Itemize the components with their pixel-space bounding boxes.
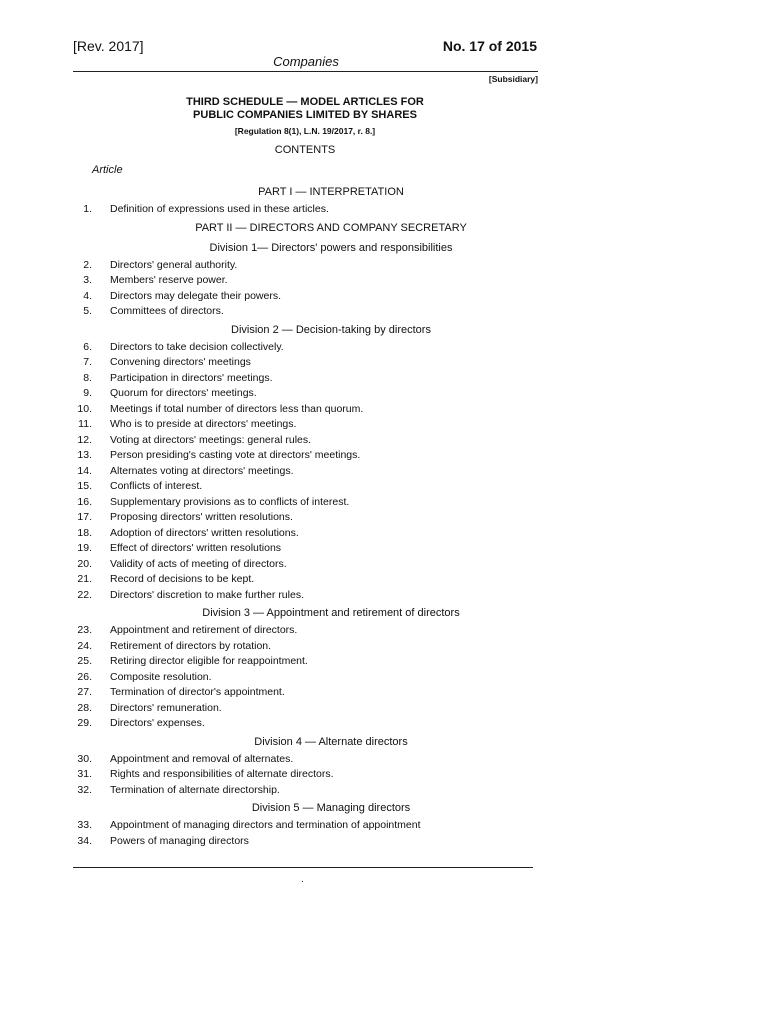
- toc-item-text: Appointment and retirement of directors.: [110, 624, 298, 636]
- header-rule: [73, 71, 538, 72]
- toc-item: [0, 495, 612, 511]
- toc-item-number: 1.: [83, 203, 92, 215]
- toc-item-text: Effect of directors' written resolutions: [110, 542, 282, 554]
- toc-item-number: 4.: [83, 289, 92, 302]
- toc-item-number: 13.: [77, 449, 92, 461]
- toc-item-number: 25.: [77, 655, 92, 667]
- toc-item-number: 28.: [77, 701, 92, 714]
- schedule-title-line-1: THIRD SCHEDULE — MODEL ARTICLES FOR: [186, 96, 424, 108]
- toc-item: [0, 202, 612, 218]
- toc-item-number: 5.: [83, 305, 92, 317]
- toc-item-text: Committees of directors.: [110, 305, 224, 317]
- toc-item: [0, 654, 612, 670]
- toc-item-number: 20.: [77, 557, 92, 570]
- toc-item-number: 9.: [83, 387, 92, 399]
- toc-item: [0, 289, 612, 305]
- toc-item-text: Termination of director's appointment.: [110, 686, 285, 698]
- toc-item-text: Convening directors' meetings: [110, 356, 251, 368]
- toc-item: [0, 464, 612, 480]
- schedule-title-line-2: PUBLIC COMPANIES LIMITED BY SHARES: [193, 109, 417, 121]
- toc-item-text: Alternates voting at directors' meetings.: [110, 464, 294, 477]
- toc-item-text: Quorum for directors' meetings.: [110, 387, 257, 399]
- toc-item: [0, 557, 612, 573]
- toc-item-text: Record of decisions to be kept.: [110, 573, 255, 585]
- act-number: No. 17 of 2015: [442, 38, 537, 54]
- toc-item: [0, 355, 612, 371]
- toc-section-heading: Division 5 — Managing directors: [251, 802, 411, 814]
- toc-item-text: Members' reserve power.: [110, 274, 228, 286]
- toc-item: [0, 834, 612, 850]
- toc-item: [0, 783, 612, 799]
- toc-item-text: Appointment and removal of alternates.: [110, 752, 294, 765]
- footer-mark: .: [301, 874, 304, 885]
- toc-item-text: Meetings if total number of directors less than quorum.: [110, 402, 364, 415]
- toc-item: [0, 623, 612, 639]
- toc-item-text: Directors' discretion to make further rules.: [110, 588, 304, 601]
- toc-item-text: Directors' remuneration.: [110, 701, 222, 714]
- revision-label: [Rev. 2017]: [73, 38, 144, 54]
- toc-item: [0, 417, 612, 433]
- toc-item-number: 16.: [77, 495, 92, 508]
- toc-item-text: Proposing directors' written resolutions.: [110, 511, 293, 523]
- toc-item-number: 22.: [77, 588, 92, 601]
- toc-item-number: 21.: [77, 573, 92, 585]
- toc-item-number: 31.: [77, 768, 92, 780]
- toc-item-text: Appointment of managing directors and termination of appointment: [110, 819, 421, 831]
- toc-item: [0, 526, 612, 542]
- toc-section-heading: Division 4 — Alternate directors: [254, 735, 408, 748]
- toc-item-text: Validity of acts of meeting of directors.: [110, 557, 287, 570]
- toc-section-heading: Division 2 — Decision-taking by directors: [231, 323, 431, 336]
- toc-item-number: 14.: [77, 464, 92, 477]
- toc-item: [0, 386, 612, 402]
- contents-heading: CONTENTS: [274, 144, 336, 156]
- toc-item: [0, 767, 612, 783]
- toc-item-text: Voting at directors' meetings: general rules.: [110, 433, 312, 446]
- toc-item: [0, 588, 612, 604]
- toc-item-text: Rights and responsibilities of alternate directors.: [110, 768, 334, 780]
- toc-item-number: 27.: [77, 686, 92, 698]
- toc-item-text: Person presiding's casting vote at directors' meetings.: [110, 449, 361, 461]
- toc-item-number: 17.: [77, 511, 92, 523]
- toc-item: [0, 541, 612, 557]
- toc-item-text: Retiring director eligible for reappointment.: [110, 655, 308, 667]
- toc-item-text: Adoption of directors' written resolutions.: [110, 526, 299, 539]
- article-column-label: Article: [92, 164, 123, 176]
- schedule-title: [150, 96, 460, 122]
- toc-item: [0, 818, 612, 834]
- toc-item: [0, 685, 612, 701]
- toc-item-number: 11.: [78, 418, 92, 430]
- toc-item: [0, 258, 612, 274]
- toc-item-text: Directors may delegate their powers.: [110, 289, 281, 302]
- toc-item-number: 19.: [77, 542, 92, 554]
- toc-item: [0, 479, 612, 495]
- toc-section-heading: Division 1— Directors' powers and responsibilities: [209, 241, 453, 254]
- table-of-contents: [0, 182, 612, 849]
- toc-item: [0, 304, 612, 320]
- toc-item: [0, 752, 612, 768]
- toc-item-number: 15.: [77, 480, 92, 492]
- toc-item-text: Conflicts of interest.: [110, 480, 203, 492]
- toc-item-text: Directors' general authority.: [110, 258, 238, 271]
- toc-item-number: 32.: [77, 783, 92, 796]
- toc-item: [0, 510, 612, 526]
- toc-item-text: Powers of managing directors: [110, 834, 249, 847]
- toc-item-number: 8.: [83, 371, 92, 384]
- toc-item-text: Termination of alternate directorship.: [110, 783, 280, 796]
- toc-item-number: 30.: [77, 752, 92, 765]
- toc-item-text: Definition of expressions used in these articles.: [110, 203, 329, 215]
- toc-item-number: 23.: [77, 624, 92, 636]
- toc-item: [0, 572, 612, 588]
- toc-item-text: Who is to preside at directors' meetings.: [110, 418, 297, 430]
- toc-item-number: 12.: [77, 433, 92, 446]
- toc-item: [0, 371, 612, 387]
- toc-item-number: 26.: [77, 670, 92, 683]
- toc-item-number: 34.: [77, 834, 92, 847]
- toc-item-number: 3.: [83, 274, 92, 286]
- toc-item-text: Directors to take decision collectively.: [110, 340, 284, 353]
- toc-item-text: Composite resolution.: [110, 670, 212, 683]
- toc-item-number: 24.: [77, 639, 92, 652]
- toc-item: [0, 639, 612, 655]
- toc-item-number: 6.: [83, 340, 92, 353]
- toc-item-number: 10.: [77, 402, 92, 415]
- toc-item: [0, 448, 612, 464]
- toc-item-number: 7.: [83, 356, 92, 368]
- toc-item: [0, 273, 612, 289]
- toc-item: [0, 340, 612, 356]
- regulation-reference: [Regulation 8(1), L.N. 19/2017, r. 8.]: [234, 126, 376, 136]
- toc-item-text: Participation in directors' meetings.: [110, 371, 273, 384]
- toc-item: [0, 701, 612, 717]
- toc-item: [0, 433, 612, 449]
- toc-section-heading: Division 3 — Appointment and retirement of directors: [202, 607, 460, 619]
- toc-item-number: 33.: [77, 819, 92, 831]
- act-title: Companies: [273, 54, 339, 69]
- toc-section-heading: PART I — INTERPRETATION: [258, 186, 404, 198]
- toc-item-number: 2.: [83, 258, 92, 271]
- toc-item-text: Supplementary provisions as to conflicts of interest.: [110, 495, 350, 508]
- toc-item: [0, 670, 612, 686]
- footer-rule: [73, 867, 533, 868]
- toc-item-number: 29.: [77, 717, 92, 729]
- toc-section-heading: PART II — DIRECTORS AND COMPANY SECRETARY: [195, 221, 467, 234]
- toc-item-text: Retirement of directors by rotation.: [110, 639, 272, 652]
- toc-item-number: 18.: [77, 526, 92, 539]
- toc-item: [0, 402, 612, 418]
- toc-item-text: Directors' expenses.: [110, 717, 205, 729]
- toc-item: [0, 716, 612, 732]
- subsidiary-label: [Subsidiary]: [488, 74, 538, 84]
